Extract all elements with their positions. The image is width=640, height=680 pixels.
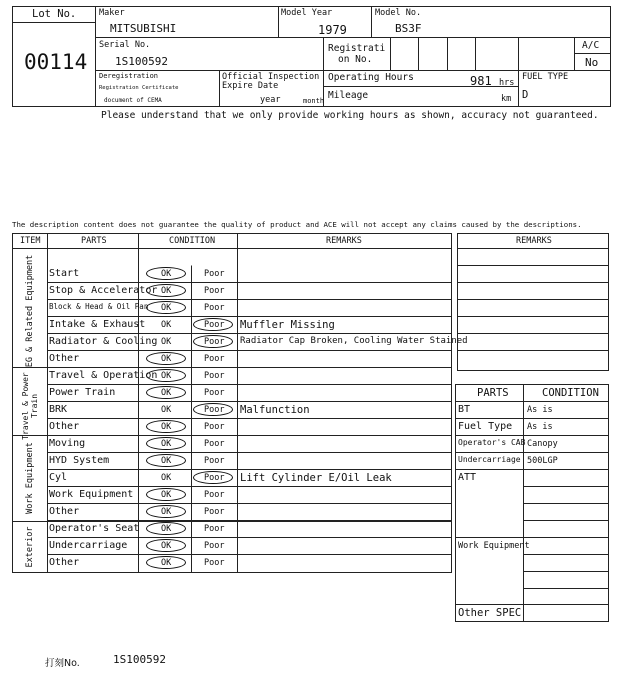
row-ok-option[interactable]: OK: [161, 286, 172, 296]
selected-condition-circle: [193, 471, 233, 484]
row-part-label: Other: [49, 421, 80, 432]
row-ok-option[interactable]: OK: [161, 371, 172, 381]
row-part-label: Work Equipment: [49, 489, 134, 500]
dereg-label: Deregistration: [99, 72, 159, 80]
row-ok-option[interactable]: OK: [161, 354, 172, 364]
group-label-eg: EG & Related Equipment: [25, 254, 35, 368]
cema-label: document of CEMA: [104, 97, 162, 104]
row-part-label: HYD System: [49, 455, 110, 466]
selected-condition-circle: [146, 454, 186, 467]
selected-condition-circle: [193, 335, 233, 348]
selected-condition-circle: [146, 301, 186, 314]
row-poor-option[interactable]: Poor: [204, 286, 225, 296]
selected-condition-circle: [146, 522, 186, 535]
spec-row-value: As is: [527, 405, 553, 415]
year-label: year: [260, 95, 281, 105]
row-poor-option[interactable]: Poor: [204, 507, 225, 517]
row-part-label: Moving: [49, 438, 86, 449]
selected-condition-circle: [146, 369, 186, 382]
row-poor-option[interactable]: Poor: [204, 320, 225, 330]
serial-value: 1S100592: [115, 55, 168, 68]
op-hours-label: Operating Hours: [328, 72, 414, 83]
row-ok-option[interactable]: OK: [161, 473, 172, 483]
selected-condition-circle: [146, 267, 186, 280]
inspection-label-2: Expire Date: [222, 81, 279, 91]
group-label-travel-1: Travel & Power: [21, 372, 30, 440]
row-part-label: Intake & Exhaust: [49, 319, 146, 330]
row-poor-option[interactable]: Poor: [204, 388, 225, 398]
maker-label: Maker: [99, 8, 125, 18]
stamp-label: 打刻No.: [45, 658, 80, 669]
row-part-label: Operator's Seat: [49, 523, 140, 534]
row-ok-option[interactable]: OK: [161, 320, 172, 330]
lot-no-label: Lot No.: [32, 8, 77, 20]
disclaimer-text: Please understand that we only provide working hours as shown, accuracy not guaranteed.: [101, 110, 599, 121]
row-remark: Muffler Missing: [240, 319, 335, 331]
row-poor-option[interactable]: Poor: [204, 524, 225, 534]
lot-no-value: 00114: [24, 50, 88, 74]
row-part-label: Other: [49, 353, 80, 364]
remarks-header: REMARKS: [326, 236, 362, 246]
group-label-work: Work Equipment: [25, 442, 35, 514]
serial-label: Serial No.: [99, 40, 151, 50]
row-ok-option[interactable]: OK: [161, 405, 172, 415]
spec-row-part: Fuel Type: [458, 421, 513, 432]
selected-condition-circle: [146, 505, 186, 518]
selected-condition-circle: [146, 539, 186, 552]
selected-condition-circle: [146, 284, 186, 297]
row-part-label: Radiator & Cooling: [49, 336, 158, 347]
spec-row-part: Undercarriage: [458, 455, 521, 464]
registration-label: Registrati: [328, 43, 386, 54]
spec-row-value: As is: [527, 422, 553, 432]
stamp-value: 1S100592: [113, 653, 166, 666]
row-part-label: Start: [49, 268, 80, 279]
fuel-type-value: D: [522, 89, 529, 101]
row-part-label: Stop & Accelerator: [49, 285, 158, 296]
selected-condition-circle: [146, 488, 186, 501]
selected-condition-circle: [146, 352, 186, 365]
fuel-type-label: FUEL TYPE: [522, 72, 569, 82]
op-hours-value: 981: [470, 74, 492, 88]
model-year-value: 1979: [318, 23, 347, 37]
selected-condition-circle: [146, 437, 186, 450]
selected-condition-circle: [146, 420, 186, 433]
row-ok-option[interactable]: OK: [161, 439, 172, 449]
row-remark: Lift Cylinder E/Oil Leak: [240, 472, 392, 484]
row-poor-option[interactable]: Poor: [204, 490, 225, 500]
model-no-label: Model No.: [375, 8, 422, 18]
row-poor-option[interactable]: Poor: [204, 371, 225, 381]
group-label-travel: [21, 371, 39, 441]
spec-work-equipment-label: Work Equipment: [458, 541, 530, 551]
spec-row-part: BT: [458, 404, 471, 415]
selected-condition-circle: [193, 318, 233, 331]
row-ok-option[interactable]: OK: [161, 269, 172, 279]
row-ok-option[interactable]: OK: [161, 490, 172, 500]
item-header: ITEM: [20, 236, 41, 246]
row-ok-option[interactable]: OK: [161, 558, 172, 568]
reg-cert-label: Registration Certificate: [99, 85, 179, 91]
spec-row-value: 500LGP: [527, 456, 558, 466]
selected-condition-circle: [146, 386, 186, 399]
row-ok-option[interactable]: OK: [161, 541, 172, 551]
row-part-label: Undercarriage: [49, 540, 128, 551]
row-ok-option[interactable]: OK: [161, 507, 172, 517]
row-poor-option[interactable]: Poor: [204, 473, 225, 483]
group-label-exterior: Exterior: [25, 526, 35, 568]
row-poor-option[interactable]: Poor: [204, 405, 225, 415]
mileage-label: Mileage: [328, 90, 369, 101]
selected-condition-circle: [193, 403, 233, 416]
group-label-travel-2: Train: [30, 393, 39, 419]
row-poor-option[interactable]: Poor: [204, 269, 225, 279]
row-poor-option[interactable]: Poor: [204, 303, 225, 313]
row-ok-option[interactable]: OK: [161, 388, 172, 398]
parts-header: PARTS: [81, 236, 107, 246]
row-ok-option[interactable]: OK: [161, 456, 172, 466]
spec-parts-header: PARTS: [477, 387, 509, 399]
model-year-label: Model Year: [281, 8, 333, 18]
right-remarks-header: REMARKS: [516, 236, 552, 246]
maker-value: MITSUBISHI: [110, 22, 177, 35]
spec-row-part: Operator's CAB: [458, 438, 526, 447]
registration-label-2: on No.: [338, 54, 373, 65]
row-part-label: Cyl: [49, 472, 68, 483]
inspection-label: Official Inspection: [222, 72, 320, 82]
row-ok-option[interactable]: OK: [161, 337, 172, 347]
selected-condition-circle: [146, 556, 186, 569]
spec-other-label: Other SPEC: [458, 607, 522, 619]
row-poor-option[interactable]: Poor: [204, 456, 225, 466]
row-poor-option[interactable]: Poor: [204, 558, 225, 568]
condition-header: CONDITION: [169, 236, 216, 246]
row-part-label: Other: [49, 506, 80, 517]
month-label: month: [303, 97, 325, 105]
row-poor-option[interactable]: Poor: [204, 422, 225, 432]
row-part-label: Power Train: [49, 387, 116, 398]
spec-row-part: ATT: [458, 472, 477, 483]
row-poor-option[interactable]: Poor: [204, 354, 225, 364]
row-remark: Radiator Cap Broken, Cooling Water Stained: [240, 336, 468, 346]
row-poor-option[interactable]: Poor: [204, 337, 225, 347]
row-ok-option[interactable]: OK: [161, 303, 172, 313]
row-remark: Malfunction: [240, 404, 310, 416]
row-part-label: Travel & Operation: [49, 370, 158, 381]
ac-label: A/C: [582, 40, 600, 51]
hrs-label: hrs: [499, 78, 515, 88]
row-part-label: Other: [49, 557, 80, 568]
row-part-label: Block & Head & Oil Pan: [49, 302, 149, 311]
row-poor-option[interactable]: Poor: [204, 439, 225, 449]
description-note: The description content does not guarantee the quality of product and ACE will not accept any claims caused by the descriptions.: [12, 220, 582, 229]
row-poor-option[interactable]: Poor: [204, 541, 225, 551]
spec-row-value: Canopy: [527, 439, 558, 449]
row-ok-option[interactable]: OK: [161, 422, 172, 432]
ac-value: No: [585, 56, 599, 69]
row-part-label: BRK: [49, 404, 68, 415]
spec-condition-header: CONDITION: [542, 387, 599, 399]
row-ok-option[interactable]: OK: [161, 524, 172, 534]
model-no-value: BS3F: [395, 22, 422, 35]
km-label: km: [501, 94, 512, 104]
